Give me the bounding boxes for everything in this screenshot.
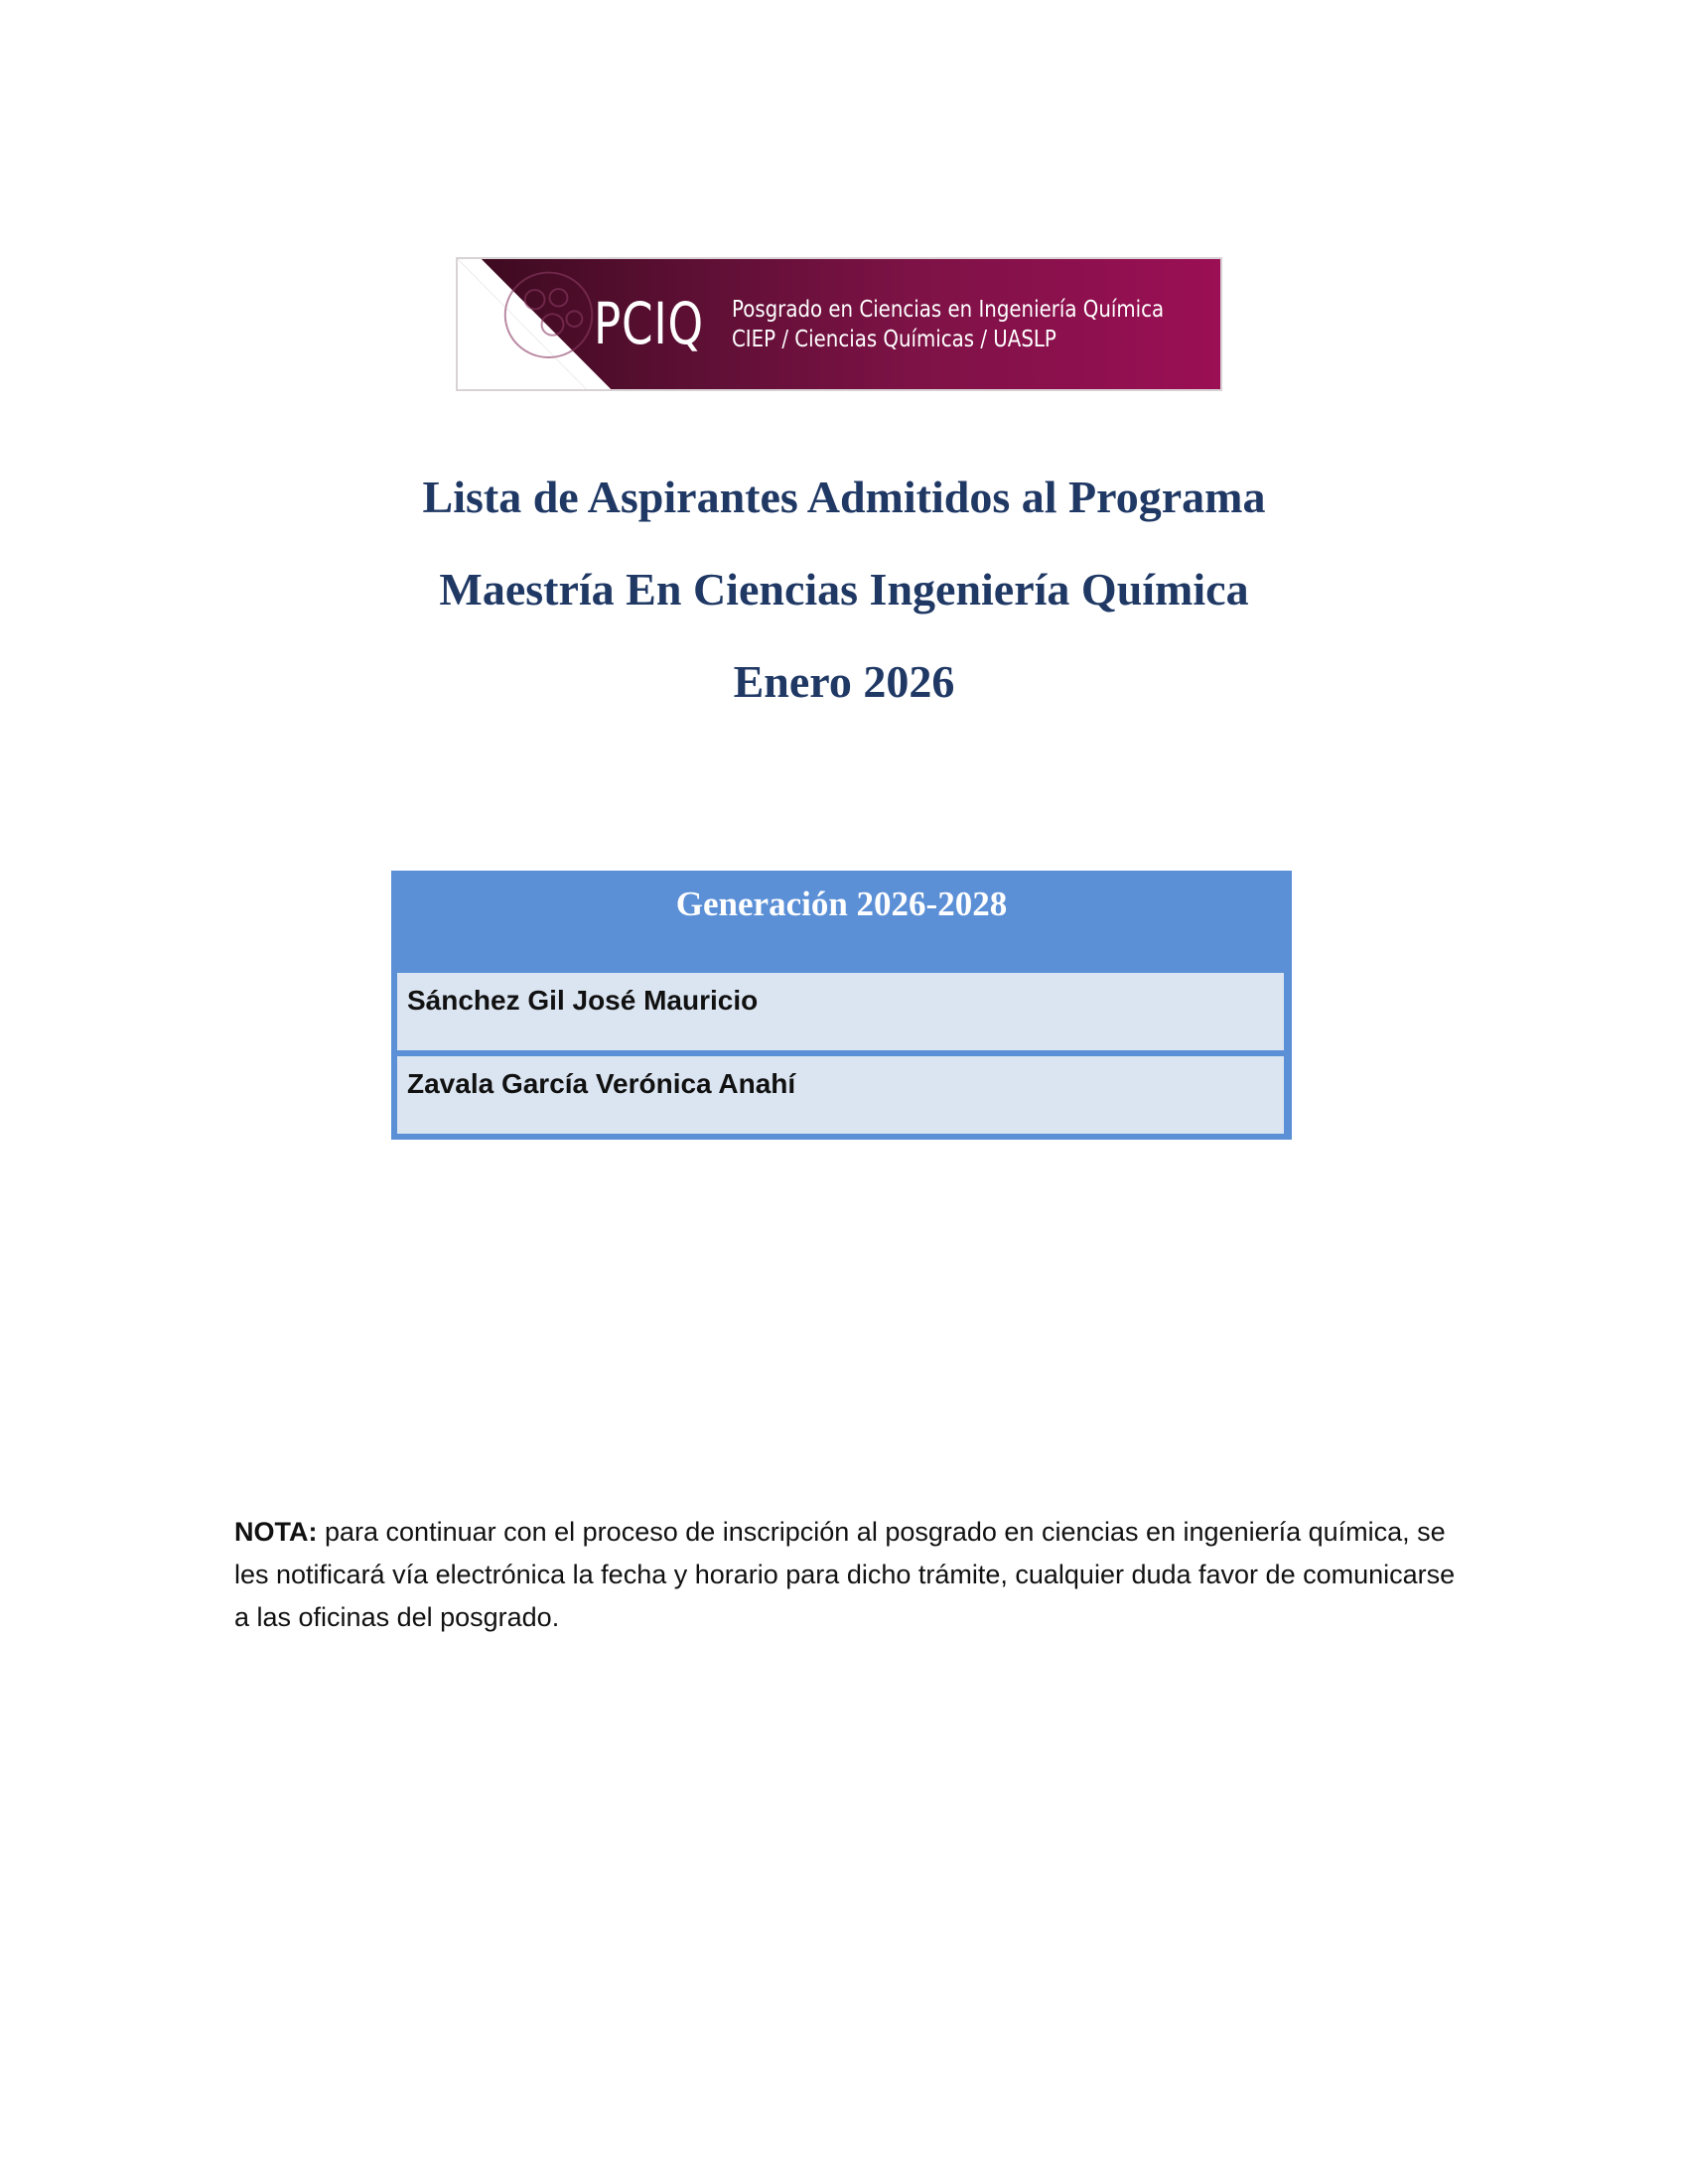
note-label: NOTA: — [234, 1517, 318, 1547]
program-name: Maestría En Ciencias Ingeniería Química — [439, 564, 1249, 614]
banner-subtitle-line1: Posgrado en Ciencias en Ingeniería Química — [732, 297, 1165, 323]
note-text: para continuar con el proceso de inscripción al posgrado en ciencias en ingeniería química, se les notificará vía electrónica la fecha y horario para dicho trámite, cualquier duda favor de comunicarse a las oficinas del posgrado. — [234, 1517, 1456, 1632]
pciq-logo: PCIQ — [594, 290, 704, 357]
table-row: Zavala García Verónica Anahí — [397, 1056, 1284, 1134]
program-banner — [456, 257, 1222, 391]
admission-period: Enero 2026 — [733, 656, 955, 707]
banner-subtitle-line2: CIEP / Ciencias Químicas / UASLP — [732, 327, 1056, 352]
admitted-list-table — [391, 871, 1292, 1140]
banner-subtitle — [732, 295, 1164, 354]
table-header: Generación 2026-2028 — [675, 885, 1008, 923]
page-title: Lista de Aspirantes Admitidos al Programa — [422, 472, 1266, 522]
registration-note — [234, 1511, 1466, 1639]
table-row: Sánchez Gil José Mauricio — [397, 973, 1284, 1050]
